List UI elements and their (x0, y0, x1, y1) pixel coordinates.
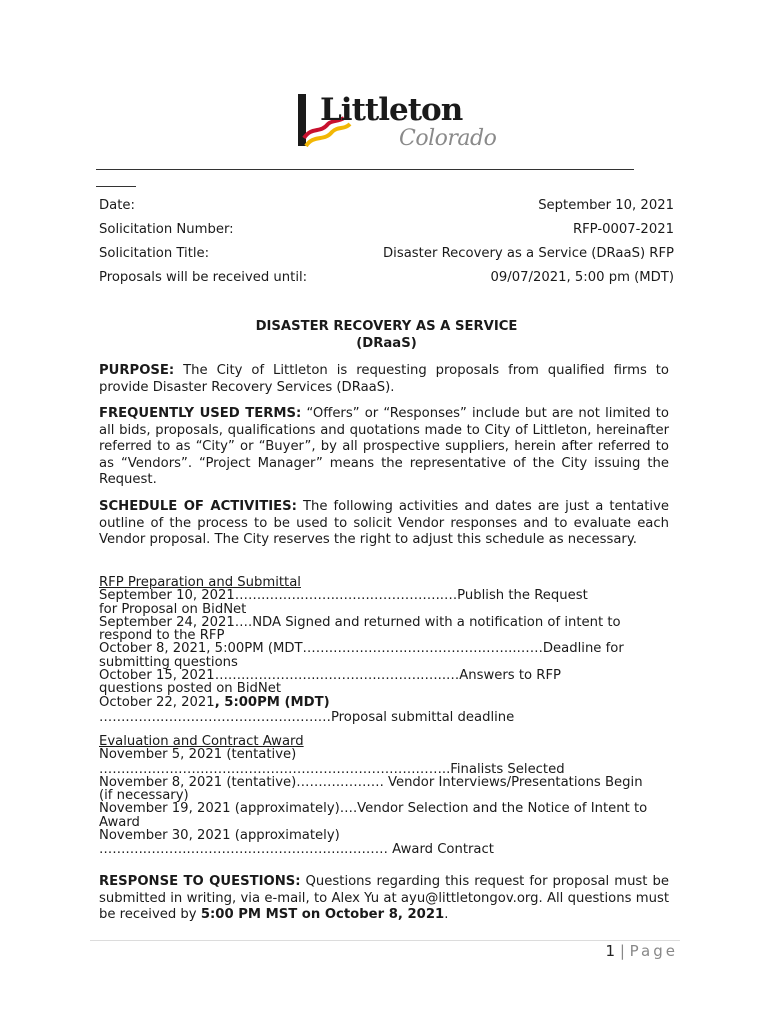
schedule-line: November 5, 2021 (tentative) (99, 747, 297, 763)
logo-subtitle: Colorado (399, 126, 497, 151)
schedule-line: ……………………………………………………………………..Finalists Selected (99, 761, 565, 777)
schedule-text: The following activities and dates are just a tentative outline of the process to be used to solicit Vendor responses and to evaluate each Vendor proposal. The City reserves the right to adjust this schedule as necessary. (99, 499, 669, 548)
footer-divider (90, 940, 680, 941)
schedule-line: …….……..…….………………….………Proposal submittal deadline (99, 709, 515, 725)
submittal-time: , 5:00PM (MDT) (214, 694, 330, 710)
solicitation-title-label: Solicitation Title: (99, 246, 210, 261)
purpose-paragraph (99, 363, 669, 396)
response-paragraph (99, 874, 669, 924)
schedule-line: September 10, 2021……..……..……..…….……………..…Publish the Request (99, 588, 588, 604)
page-number: 1 (605, 942, 616, 960)
schedule-line (99, 696, 679, 709)
terms-heading: FREQUENTLY USED TERMS: (99, 406, 302, 421)
schedule-line: October 15, 2021…….……………..………….………..…..…Answers to RFP (99, 668, 561, 684)
solicitation-title-value: Disaster Recovery as a Service (DRaaS) RFP (383, 246, 674, 261)
page-footer (606, 942, 679, 960)
proposals-deadline-row (99, 270, 674, 288)
schedule-line: questions posted on BidNet (99, 681, 282, 697)
schedule-line: October 8, 2021, 5:00PM (MDT…….…….……….….………….……..……Deadline for (99, 641, 624, 657)
proposals-deadline-value: 09/07/2021, 5:00 pm (MDT) (490, 270, 674, 285)
date-label: Date: (99, 198, 135, 213)
terms-paragraph (99, 406, 669, 489)
response-end: . (444, 907, 449, 923)
solicitation-number-label: Solicitation Number: (99, 222, 234, 237)
document-subtitle: (DRaaS) (356, 336, 417, 351)
schedule-line: (if necessary) (99, 788, 189, 804)
date-value: September 10, 2021 (538, 198, 674, 213)
schedule-line: November 30, 2021 (approximately) (99, 828, 340, 844)
submittal-date: October 22, 2021 (99, 694, 215, 710)
evaluation-heading: Evaluation and Contract Award (99, 734, 304, 749)
schedule-line: respond to the RFP (99, 628, 225, 644)
schedule-line: November 8, 2021 (tentative)……….………. Vendor Interviews/Presentations Begin (99, 774, 643, 790)
purpose-text: The City of Littleton is requesting proposals from qualified firms to provide Disaster Recovery Services (DRaaS). (99, 363, 669, 395)
schedule-line: ………..……….………….…………………..……… Award Contract (99, 842, 494, 858)
schedule-paragraph (99, 499, 669, 549)
schedule-line: November 19, 2021 (approximately)….Vendor Selection and the Notice of Intent to (99, 801, 648, 817)
schedule-line: for Proposal on BidNet (99, 601, 247, 617)
response-heading: RESPONSE TO QUESTIONS: (99, 874, 301, 889)
document-title: DISASTER RECOVERY AS A SERVICE (255, 319, 518, 334)
schedule-line: Award (99, 814, 140, 830)
schedule-heading: SCHEDULE OF ACTIVITIES: (99, 499, 297, 514)
purpose-heading: PURPOSE: (99, 363, 175, 378)
header-divider (96, 169, 634, 170)
response-deadline: 5:00 PM MST on October 8, 2021 (200, 907, 445, 923)
date-row (99, 198, 674, 216)
proposals-deadline-label: Proposals will be received until: (99, 270, 308, 285)
rfp-preparation-heading: RFP Preparation and Submittal (99, 575, 301, 590)
header-short-divider (96, 186, 136, 187)
rfp-preparation-section (99, 576, 679, 724)
footer-separator: | (619, 942, 625, 960)
response-text: Questions regarding this request for proposal must be submitted in writing, via e-mail, to Alex Yu at ayu@littletongov.org. All questions must be received by (99, 874, 669, 923)
solicitation-title-row (99, 246, 674, 264)
littleton-logo (296, 90, 497, 160)
page-label: Page (629, 942, 678, 960)
logo-wordmark: Littleton (320, 92, 463, 128)
evaluation-section (99, 735, 679, 857)
solicitation-number-value: RFP-0007-2021 (572, 222, 674, 237)
terms-text: “Offers” or “Responses” include but are not limited to all bids, proposals, qualifications and quotations made to City of Littleton, hereinafter referred to as “City” or “Buyer”, by all prospective suppliers, herein after referred to as “Vendors”. “Project Manager” means the representative of the City issuing the Request. (99, 406, 669, 488)
schedule-line: September 24, 2021….NDA Signed and returned with a notification of intent to (99, 614, 621, 630)
schedule-line: submitting questions (99, 654, 238, 670)
solicitation-number-row (99, 222, 674, 240)
